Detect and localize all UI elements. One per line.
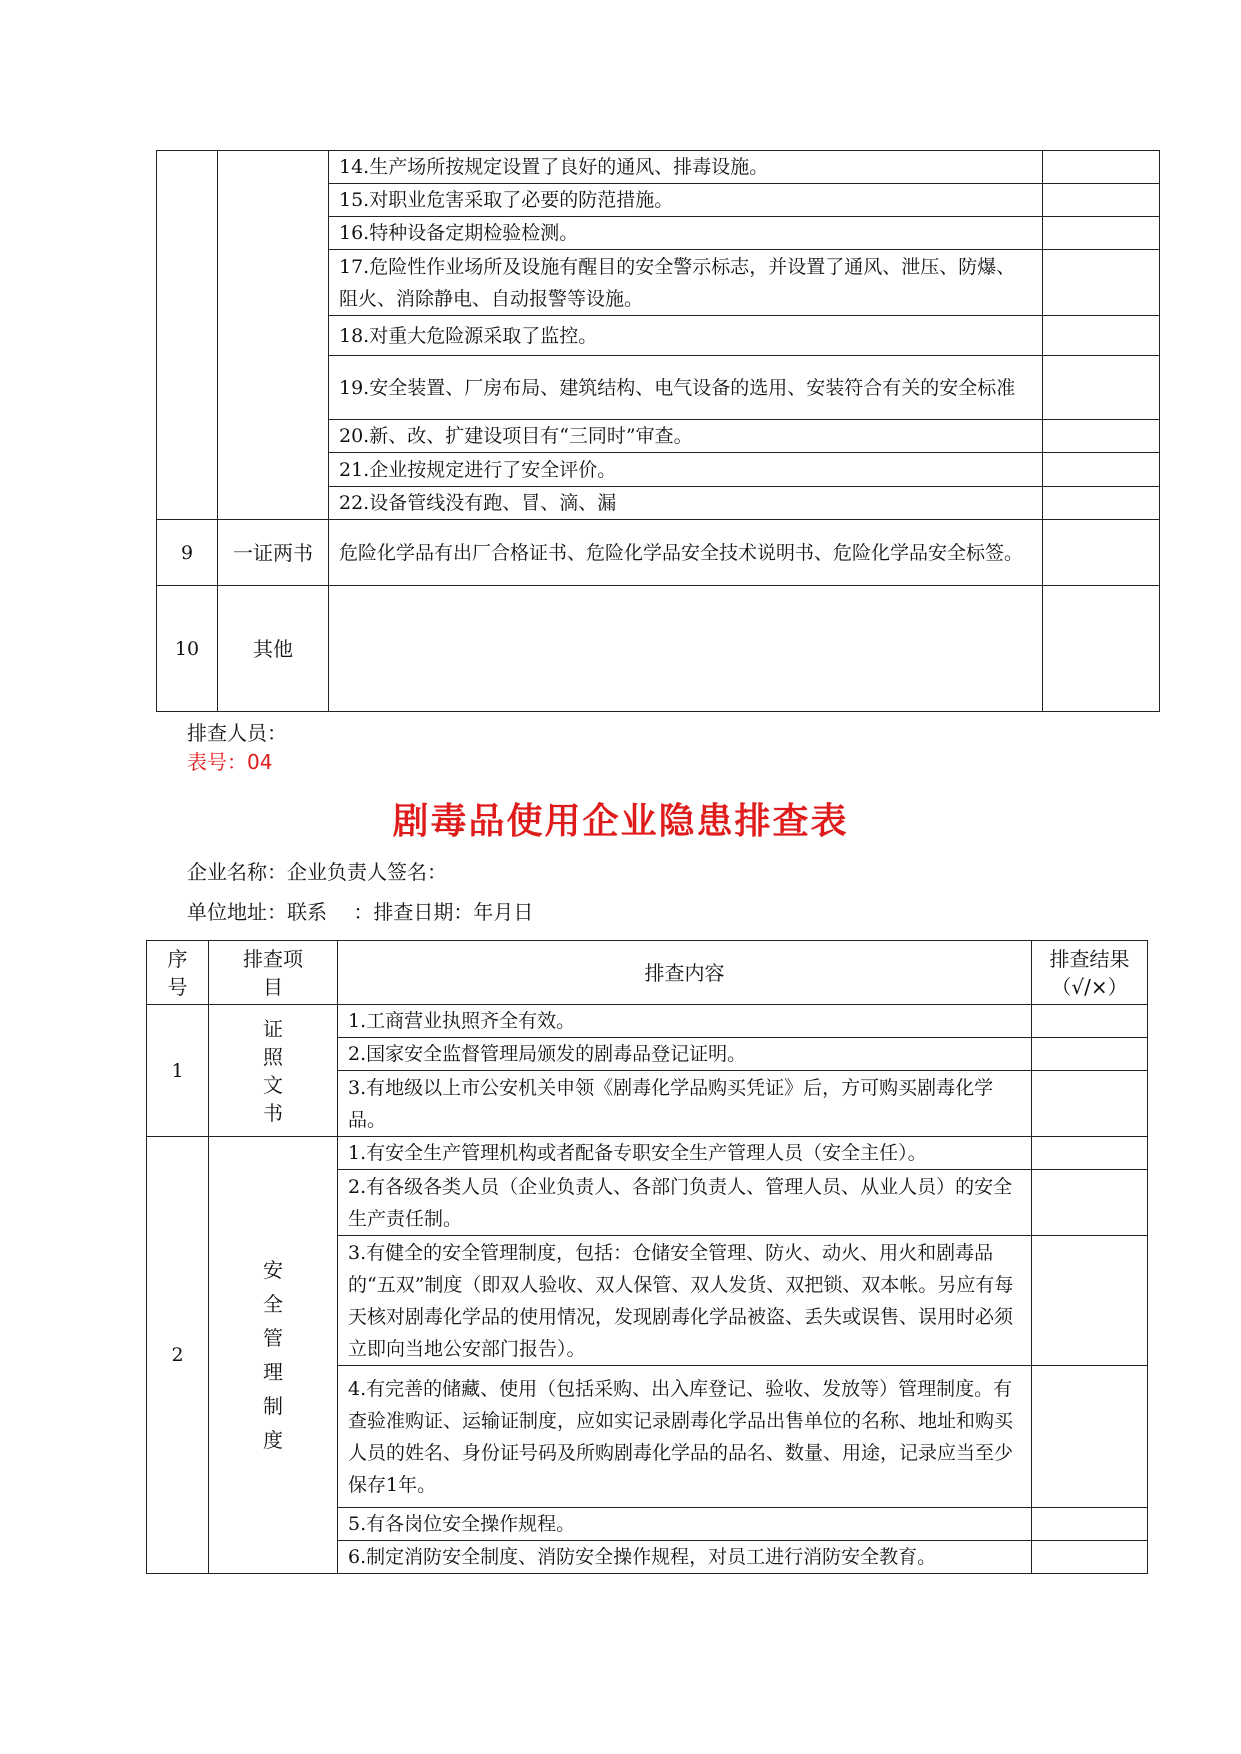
check-result-cell[interactable] [1032, 1508, 1148, 1541]
check-content: 19.安全装置、厂房布局、建筑结构、电气设备的选用、安装符合有关的安全标准 [329, 356, 1043, 420]
check-content-empty[interactable] [329, 586, 1043, 712]
check-result-cell[interactable] [1043, 453, 1160, 487]
check-result-cell[interactable] [1032, 1541, 1148, 1574]
check-content: 4.有完善的储藏、使用（包括采购、出入库登记、验收、发放等）管理制度。有查验准购证、运输证制度，应如实记录剧毒化学品出售单位的名称、地址和购买人员的姓名、身份证号码及所购剧毒化学品的品名、数量、用途，记录应当至少保存1年。 [338, 1366, 1032, 1508]
check-result-cell[interactable] [1032, 1005, 1148, 1038]
check-item-vertical-label: 安 全 管 理 制 度 [209, 1137, 338, 1574]
check-content: 3.有健全的安全管理制度，包括：仓储安全管理、防火、动火、用火和剧毒品的“五双”制度（即双人验收、双人保管、双人发货、双把锁、双本帐。另应有每天核对剧毒化学品的使用情况，发现剧毒化学品被盗、丢失或误售、误用时必须立即向当地公安部门报告）。 [338, 1236, 1032, 1366]
check-content: 21.企业按规定进行了安全评价。 [329, 453, 1043, 487]
check-result-cell[interactable] [1032, 1137, 1148, 1170]
header-result-label: 排查结果 [1049, 946, 1130, 971]
check-result-cell[interactable] [1043, 217, 1160, 250]
header-result-mark: （√/×） [1051, 974, 1128, 999]
item-cell-empty [218, 151, 329, 520]
check-result-cell[interactable] [1043, 520, 1160, 586]
check-content: 2.国家安全监督管理局颁发的剧毒品登记证明。 [338, 1038, 1032, 1071]
check-content: 3.有地级以上市公安机关申领《剧毒化学品购买凭证》后，方可购买剧毒化学品。 [338, 1071, 1032, 1137]
form-number: 表号：04 [187, 750, 273, 774]
check-result-cell[interactable] [1043, 250, 1160, 316]
check-item-label: 其他 [218, 586, 329, 712]
row-number: 2 [147, 1137, 209, 1574]
header-seq: 序号 [147, 941, 209, 1005]
check-result-cell[interactable] [1043, 316, 1160, 356]
document-title: 剧毒品使用企业隐患排查表 [392, 800, 849, 842]
check-content: 14.生产场所按规定设置了良好的通风、排毒设施。 [329, 151, 1043, 184]
check-content: 16.特种设备定期检验检测。 [329, 217, 1043, 250]
check-content: 18.对重大危险源采取了监控。 [329, 316, 1043, 356]
check-content: 5.有各岗位安全操作规程。 [338, 1508, 1032, 1541]
check-content: 20.新、改、扩建设项目有“三同时”审查。 [329, 420, 1043, 453]
hazard-check-table [146, 940, 1148, 1574]
check-result-cell[interactable] [1043, 356, 1160, 420]
inspector-label: 排查人员： [187, 721, 287, 745]
check-content: 6.制定消防安全制度、消防安全操作规程，对员工进行消防安全教育。 [338, 1541, 1032, 1574]
row-number: 9 [157, 520, 218, 586]
check-result-cell[interactable] [1032, 1071, 1148, 1137]
row-number: 10 [157, 586, 218, 712]
header-content: 排查内容 [338, 941, 1032, 1005]
check-content: 1.有安全生产管理机构或者配备专职安全生产管理人员（安全主任）。 [338, 1137, 1032, 1170]
company-info-line: 企业名称：企业负责人签名： [187, 860, 447, 884]
address-date-line: 单位地址：联系 ：排查日期：年月日 [187, 900, 534, 924]
check-content: 危险化学品有出厂合格证书、危险化学品安全技术说明书、危险化学品安全标签。 [329, 520, 1043, 586]
check-result-cell[interactable] [1032, 1038, 1148, 1071]
check-result-cell[interactable] [1043, 420, 1160, 453]
seq-cell-empty [157, 151, 218, 520]
check-result-cell[interactable] [1032, 1170, 1148, 1236]
check-result-cell[interactable] [1032, 1366, 1148, 1508]
check-result-cell[interactable] [1043, 487, 1160, 520]
check-content: 15.对职业危害采取了必要的防范措施。 [329, 184, 1043, 217]
checklist-table-continued [156, 150, 1160, 712]
check-content: 2.有各级各类人员（企业负责人、各部门负责人、管理人员、从业人员）的安全生产责任制。 [338, 1170, 1032, 1236]
check-item-label: 一证两书 [218, 520, 329, 586]
row-number: 1 [147, 1005, 209, 1137]
check-item-vertical-label: 证 照 文 书 [209, 1005, 338, 1137]
check-content: 1.工商营业执照齐全有效。 [338, 1005, 1032, 1038]
check-result-cell[interactable] [1043, 151, 1160, 184]
check-content: 22.设备管线没有跑、冒、滴、漏 [329, 487, 1043, 520]
check-result-cell[interactable] [1043, 586, 1160, 712]
header-item: 排查项目 [209, 941, 338, 1005]
header-result [1032, 941, 1148, 1005]
check-result-cell[interactable] [1043, 184, 1160, 217]
check-content: 17.危险性作业场所及设施有醒目的安全警示标志，并设置了通风、泄压、防爆、阻火、消除静电、自动报警等设施。 [329, 250, 1043, 316]
check-result-cell[interactable] [1032, 1236, 1148, 1366]
